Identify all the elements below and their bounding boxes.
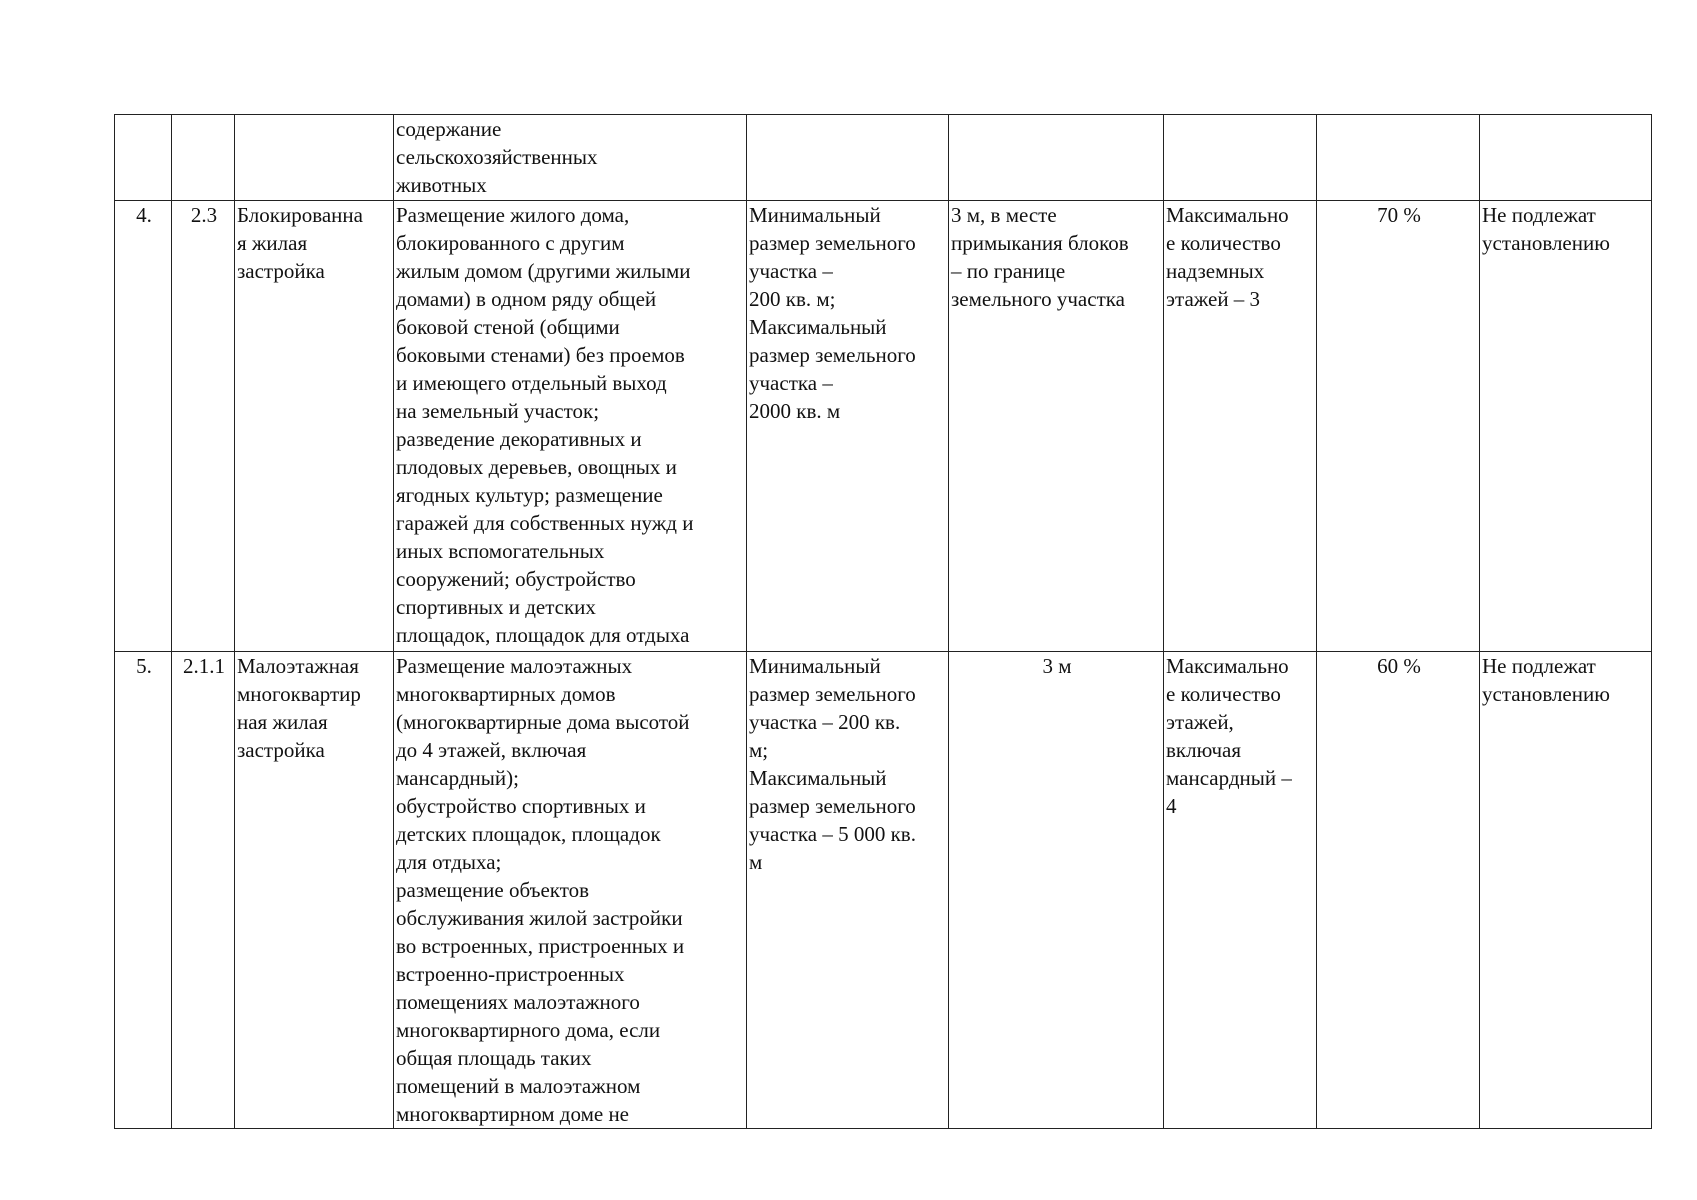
table-row <box>115 652 1652 1129</box>
use-name <box>235 115 394 201</box>
coverage <box>1317 115 1480 201</box>
table-row <box>115 201 1652 652</box>
floors <box>1164 115 1317 201</box>
use-code <box>172 115 235 201</box>
use-description: Размещение жилого дома, блокированного с другим жилым домом (другими жилыми домами) в одном ряду общей боковой стеной (общими боковыми стенами) без проемов и имеющего отдельный выход на земельный участок; разведение декоративных и плодовых деревьев, овощных и ягодных культур; размещение гаражей для собственных нужд и иных вспомогательных сооружений; обустройство спортивных и детских площадок, площадок для отдыха <box>394 201 747 652</box>
use-code: 2.3 <box>172 201 235 652</box>
coverage: 60 % <box>1317 652 1480 1129</box>
row-number <box>115 115 172 201</box>
plot-size: Минимальный размер земельного участка – 200 кв. м; Максимальный размер земельного участка – 2000 кв. м <box>747 201 949 652</box>
floors: Максимально е количество этажей, включая мансардный – 4 <box>1164 652 1317 1129</box>
floors: Максимально е количество надземных этажей – 3 <box>1164 201 1317 652</box>
setback: 3 м, в месте примыкания блоков – по границе земельного участка <box>949 201 1164 652</box>
use-description: содержание сельскохозяйственных животных <box>394 115 747 201</box>
coverage: 70 % <box>1317 201 1480 652</box>
other-params: Не подлежат установлению <box>1480 201 1652 652</box>
table-row <box>115 115 1652 201</box>
setback <box>949 115 1164 201</box>
row-number: 5. <box>115 652 172 1129</box>
plot-size: Минимальный размер земельного участка – 200 кв. м; Максимальный размер земельного участка – 5 000 кв. м <box>747 652 949 1129</box>
plot-size <box>747 115 949 201</box>
use-name: Малоэтажная многоквартир ная жилая застройка <box>235 652 394 1129</box>
row-number: 4. <box>115 201 172 652</box>
use-name: Блокированна я жилая застройка <box>235 201 394 652</box>
other-params <box>1480 115 1652 201</box>
use-description: Размещение малоэтажных многоквартирных домов (многоквартирные дома высотой до 4 этажей, включая мансардный); обустройство спортивных и детских площадок, площадок для отдыха; размещение объектов обслуживания жилой застройки во встроенных, пристроенных и встроенно-пристроенных помещениях малоэтажного многоквартирного дома, если общая площадь таких помещений в малоэтажном многоквартирном доме не <box>394 652 747 1129</box>
setback: 3 м <box>949 652 1164 1129</box>
use-code: 2.1.1 <box>172 652 235 1129</box>
land-use-table <box>114 114 1652 1129</box>
other-params: Не подлежат установлению <box>1480 652 1652 1129</box>
